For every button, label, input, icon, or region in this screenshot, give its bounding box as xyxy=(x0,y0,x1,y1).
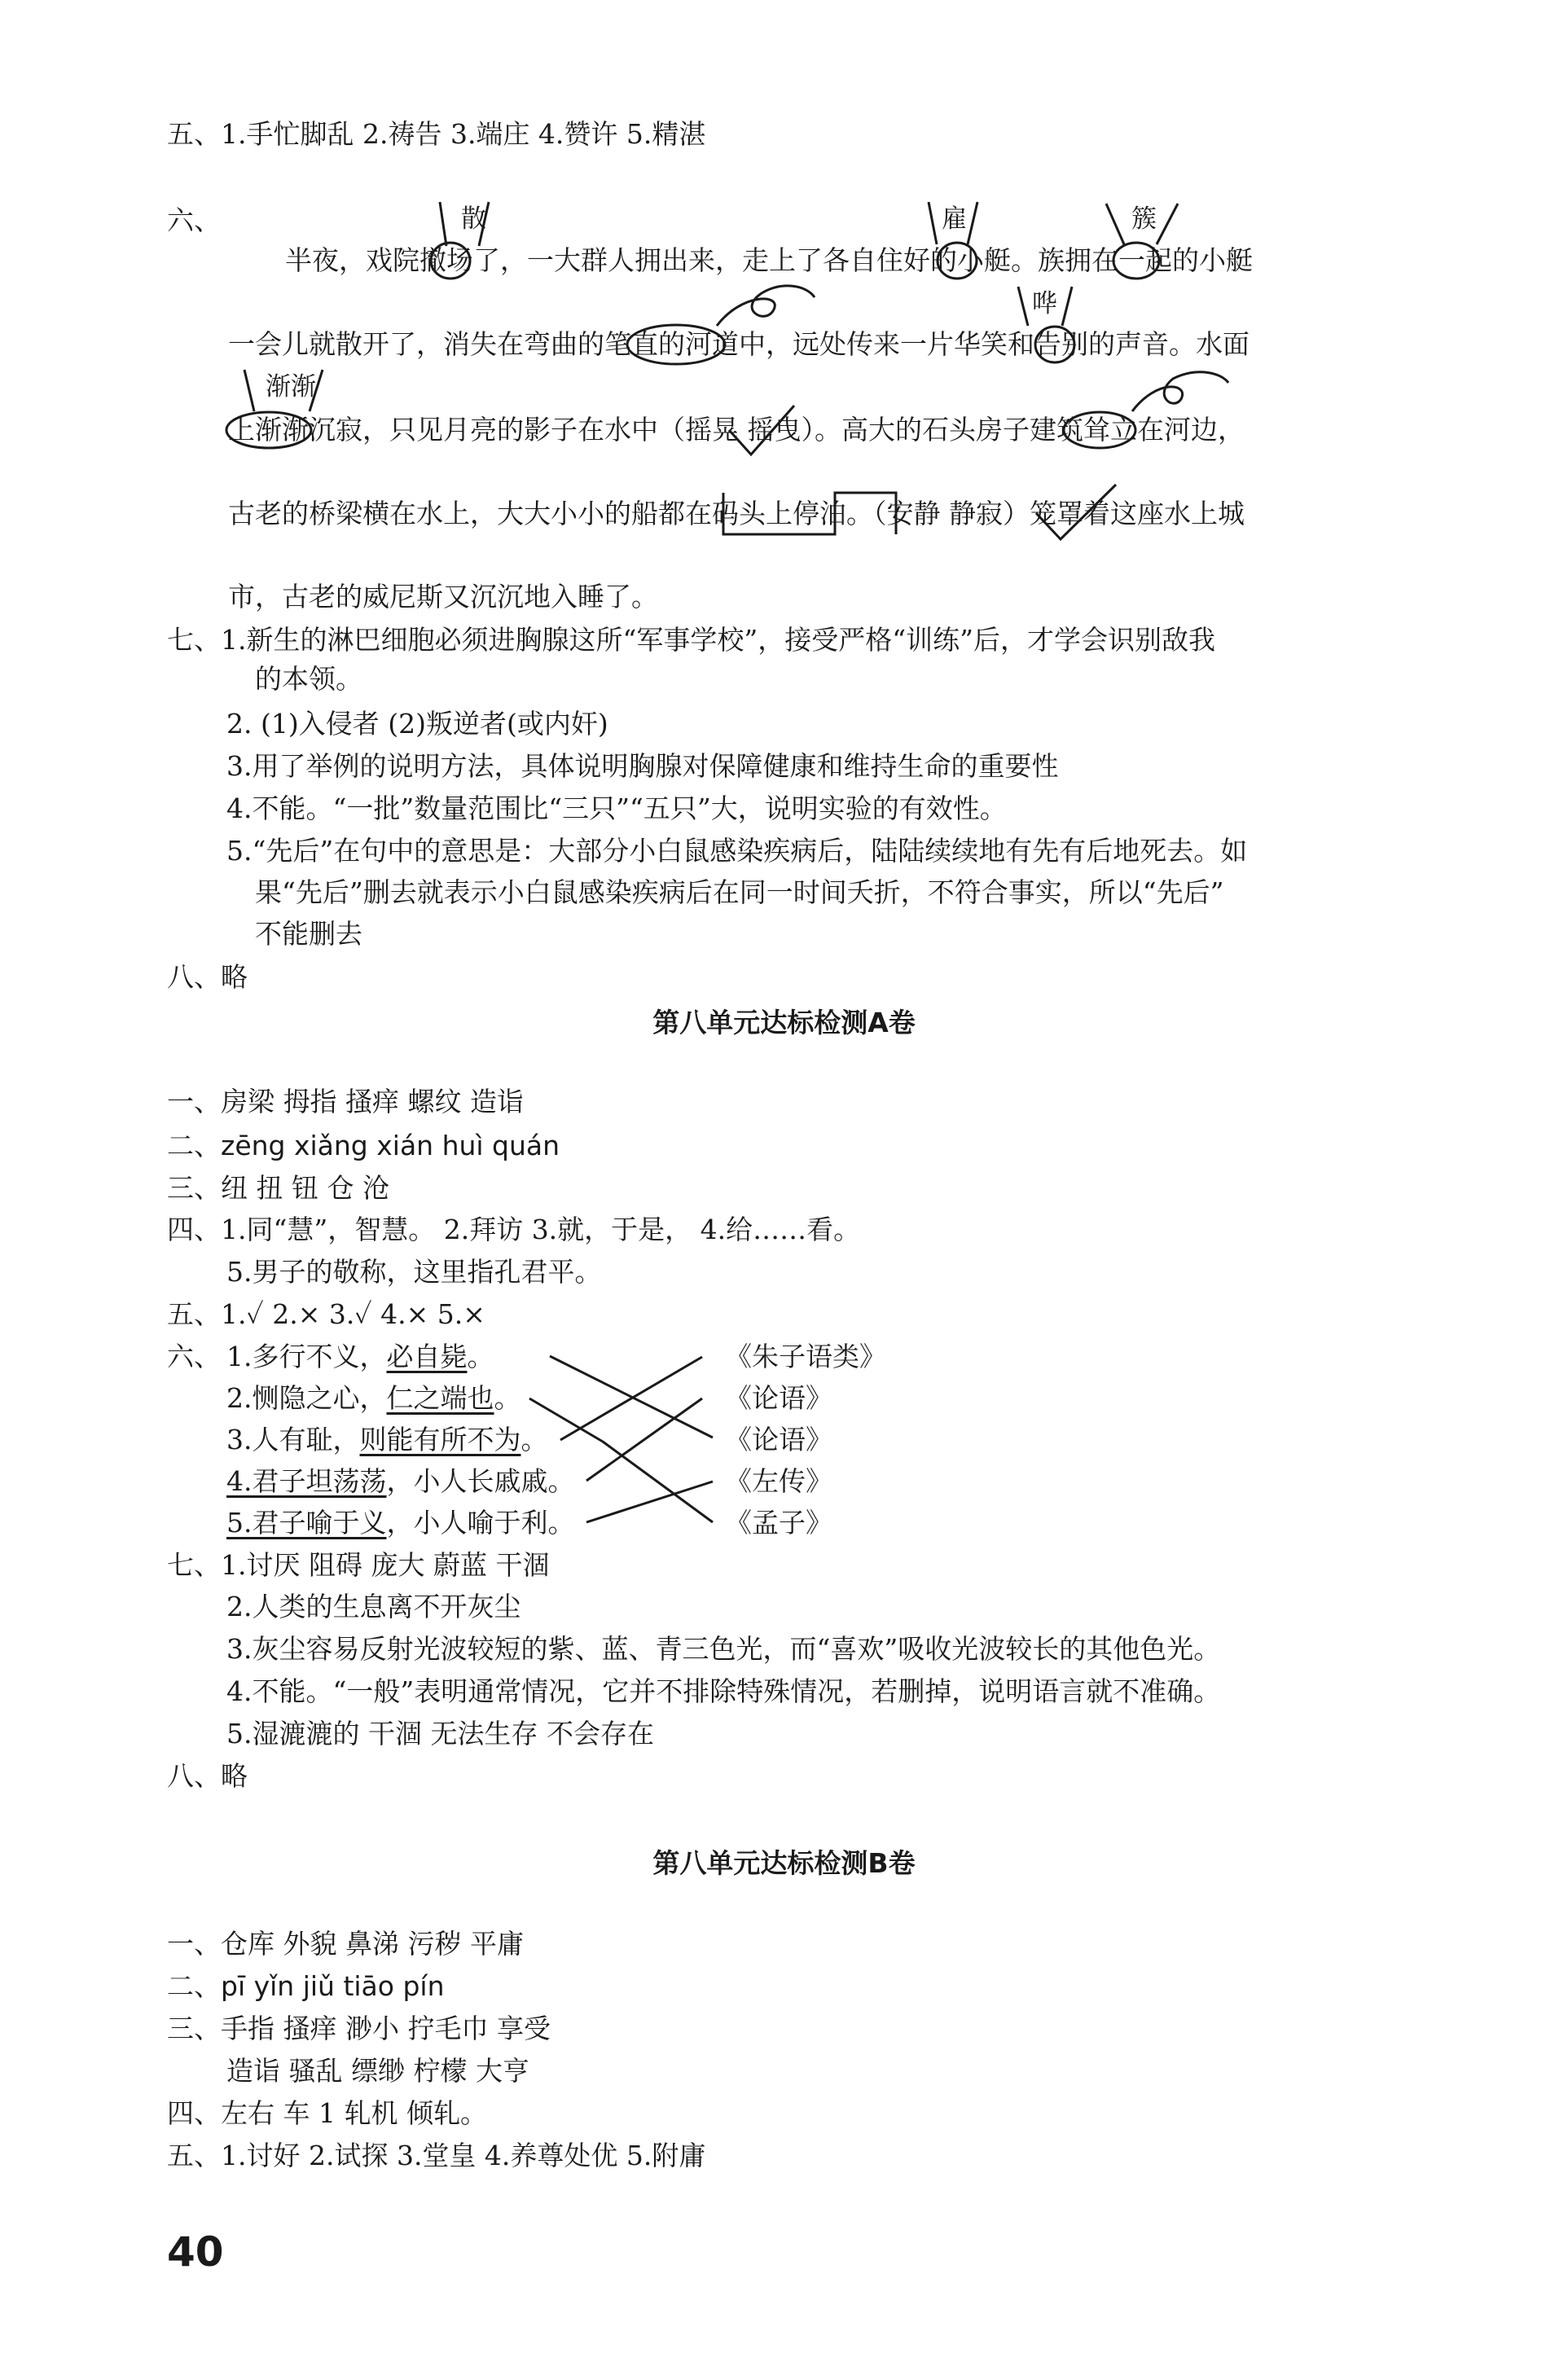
correction-mark: 哗 xyxy=(1032,289,1057,318)
section-7-item: 果“先后”删去就表示小白鼠感染疾病后在同一时间夭折，不符合事实，所以“先后” xyxy=(255,876,1224,908)
section-6-label: 六、 xyxy=(167,204,221,236)
test-a-s7: 2.人类的生息离不开灰尘 xyxy=(226,1591,521,1622)
page-number: 40 xyxy=(167,2228,224,2276)
section-7-item: 4.不能。“一批”数量范围比“三只”“五只”大，说明实验的有效性。 xyxy=(226,792,1007,824)
test-a-s4: 5.男子的敬称，这里指孔君平。 xyxy=(226,1256,602,1288)
book-title: 《孟子》 xyxy=(725,1507,832,1539)
test-a-s7: 七、1.讨厌 阻碍 庞大 蔚蓝 干涸 xyxy=(167,1549,550,1581)
book-title: 《论语》 xyxy=(725,1382,832,1414)
test-b-s5: 五、1.讨好 2.试探 3.堂皇 4.养尊处优 5.附庸 xyxy=(167,2140,706,2171)
section-7-item: 5.“先后”在句中的意思是：大部分小白鼠感染疾病后，陆陆续续地有先有后地死去。如 xyxy=(226,835,1248,867)
test-b-s3: 造诣 骚乱 缥缈 柠檬 大亨 xyxy=(226,2055,529,2087)
match-line xyxy=(586,1398,702,1481)
match-line xyxy=(586,1482,713,1522)
section-5-answers: 五、1.手忙脚乱 2.祷告 3.端庄 4.赞许 5.精湛 xyxy=(167,118,706,150)
test-a-s5: 五、1.✓ 2.× 3.✓ 4.× 5.× xyxy=(167,1298,485,1330)
test-a-s3: 三、纽 扭 钮 仓 沧 xyxy=(167,1172,389,1204)
match-line xyxy=(603,1442,713,1522)
section-7-item: 3.用了举例的说明方法，具体说明胸腺对保障健康和维持生命的重要性 xyxy=(226,750,1059,782)
section-7-item: 七、1.新生的淋巴细胞必须进胸腺这所“军事学校”，接受严格“训练”后，才学会识别敌我 xyxy=(167,624,1215,656)
test-a-s4: 四、1.同“慧”，智慧。 2.拜访 3.就，于是， 4.给……看。 xyxy=(167,1214,861,1245)
passage-line: 上渐渐沉寂，只见月亮的影子在水中（摇晃 摇曳）。高大的石头房子建筑耸立在河边， xyxy=(228,414,1245,446)
section-8-answer: 八、略 xyxy=(167,961,248,993)
correction-mark: 簇 xyxy=(1131,204,1157,234)
match-line xyxy=(550,1356,713,1438)
test-b-title: 第八单元达标检测B卷 xyxy=(652,1847,916,1879)
test-a-s6-label: 六、 xyxy=(167,1341,221,1372)
test-a-s2: 二、zēng xiǎng xián huì quán xyxy=(167,1130,560,1161)
test-b-s3: 三、手指 搔痒 渺小 拧毛巾 享受 xyxy=(167,2013,551,2044)
test-a-s8: 八、略 xyxy=(167,1760,248,1792)
book-title: 《左传》 xyxy=(725,1465,832,1497)
passage-line: 一会儿就散开了，消失在弯曲的笔直的河道中，远处传来一片华笑和告别的声音。水面 xyxy=(228,328,1250,360)
book-title: 《朱子语类》 xyxy=(725,1341,886,1372)
test-b-s1: 一、仓库 外貌 鼻涕 污秽 平庸 xyxy=(167,1928,524,1960)
quote-row: 4.君子坦荡荡，小人长戚戚。 xyxy=(226,1465,575,1497)
test-b-s2: 二、pī yǐn jiǔ tiāo pín xyxy=(167,1970,445,2002)
delete-loop-mark xyxy=(1132,372,1228,411)
correction-mark: 散 xyxy=(461,204,486,234)
passage-line: 半夜，戏院撤场了，一大群人拥出来，走上了各自住好的小艇。族拥在一起的小艇 xyxy=(285,244,1253,276)
quote-row: 2.恻隐之心，仁之端也。 xyxy=(226,1382,521,1414)
correction-mark: 雇 xyxy=(942,204,967,234)
test-a-s1: 一、房梁 拇指 搔痒 螺纹 造诣 xyxy=(167,1086,524,1117)
quote-row: 1.多行不义，必自毙。 xyxy=(226,1341,494,1372)
test-a-s7: 3.灰尘容易反射光波较短的紫、蓝、青三色光，而“喜欢”吸收光波较长的其他色光。 xyxy=(226,1633,1221,1665)
match-line xyxy=(560,1357,702,1440)
quote-row: 5.君子喻于义，小人喻于利。 xyxy=(226,1507,575,1539)
passage-line: 市，古老的威尼斯又沉沉地入睡了。 xyxy=(228,581,658,612)
test-a-s7: 4.不能。“一般”表明通常情况，它并不排除特殊情况，若删掉，说明语言就不准确。 xyxy=(226,1675,1221,1707)
quote-row: 3.人有耻，则能有所不为。 xyxy=(226,1424,548,1455)
book-title: 《论语》 xyxy=(725,1424,832,1455)
correction-mark: 渐渐 xyxy=(266,372,316,402)
delete-loop-mark xyxy=(717,286,815,326)
test-a-s7: 5.湿漉漉的 干涸 无法生存 不会存在 xyxy=(226,1718,654,1749)
section-7-item: 2. (1)入侵者 (2)叛逆者(或内奸) xyxy=(226,708,608,740)
test-a-title: 第八单元达标检测A卷 xyxy=(652,1007,916,1038)
passage-line: 古老的桥梁横在水上，大大小小的船都在码头上停泊。（安静 静寂）笼罩着这座水上城 xyxy=(228,498,1245,529)
section-7-item: 不能删去 xyxy=(255,918,362,950)
test-b-s4: 四、左右 车 1 轧机 倾轧。 xyxy=(167,2097,487,2129)
section-7-item: 的本领。 xyxy=(255,663,362,695)
